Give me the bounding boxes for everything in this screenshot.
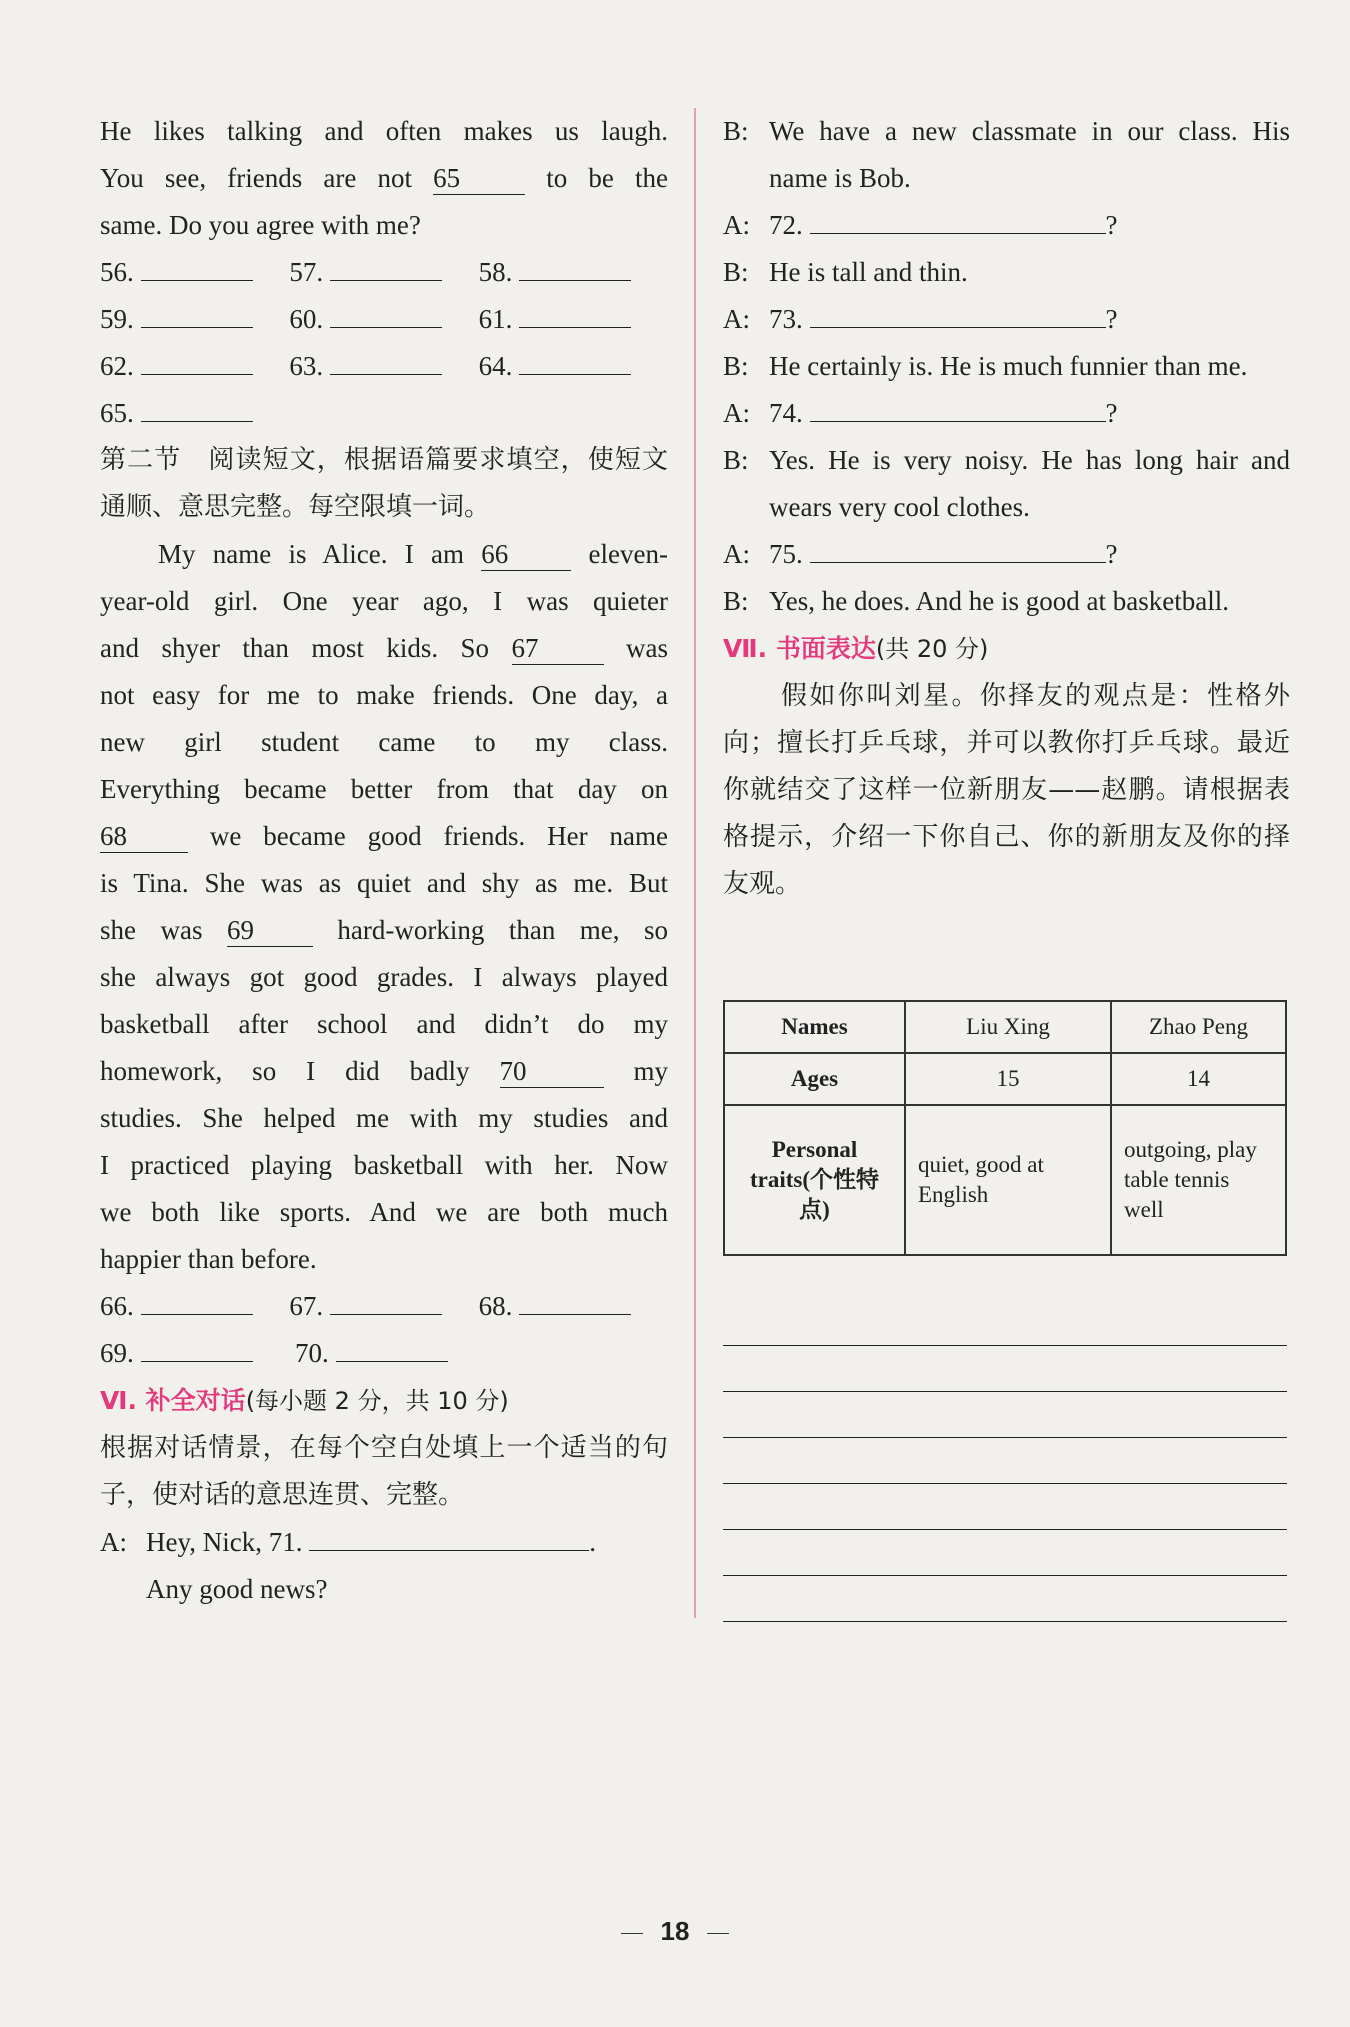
page-number: 18 xyxy=(660,1916,690,1946)
dialog-line: A: 75. ? xyxy=(723,531,1290,578)
dialog-line: A: 72. ? xyxy=(723,202,1290,249)
column-divider xyxy=(694,108,696,1618)
dialog-line: B: He is tall and thin. xyxy=(723,257,968,287)
blank-67[interactable]: 67 xyxy=(512,632,604,665)
answer-blank[interactable] xyxy=(519,344,631,375)
answer-blank[interactable] xyxy=(519,297,631,328)
dialog-line: B: Yes, he does. And he is good at basketball. xyxy=(723,586,1229,616)
section6-header: Ⅵ. 补全对话(每小题 2 分，共 10 分) xyxy=(100,1386,509,1415)
answer-blank[interactable] xyxy=(519,250,631,281)
dialog-line: A: 73. ? xyxy=(723,296,1290,343)
reading-passage: My name is Alice. I am 66 eleven- year-old girl. One year ago, I was quieter and shyer than most kids. So 67 was not easy for me to make friends. One day, a new girl student came to my class. Everything became better from that day on 68 we became good friends. Her name is Tina. She was as quiet and shy as me. But she was 69 hard-working than me, so she always got good grades. I always played basketball after school and didn’t do my homework, so I did badly 70 my studies. She helped me with my studies and I practiced playing basketball with her. Now we both like sports. And we are both much happier than before. xyxy=(100,539,669,1274)
answer-blank[interactable] xyxy=(330,297,442,328)
writing-line[interactable] xyxy=(723,1484,1287,1530)
blank-65[interactable]: 65 xyxy=(433,162,525,195)
writing-line[interactable] xyxy=(723,1530,1287,1576)
answer-blank[interactable] xyxy=(141,250,253,281)
section7-prompt: 假如你叫刘星。你择友的观点是：性格外向；擅长打乒乓球，并可以教你打乒乓球。最近你就结交了这样一位新朋友——赵鹏。请根据表格提示，介绍一下你自己、你的新朋友及你的择友观。 xyxy=(723,681,1290,899)
blank-73[interactable] xyxy=(810,297,1106,328)
answer-blank[interactable] xyxy=(519,1284,631,1315)
answer-blank[interactable] xyxy=(141,391,253,422)
blank-75[interactable] xyxy=(810,532,1106,563)
passage-line: You see, friends are not 65 to be the xyxy=(100,163,668,193)
answer-blank[interactable] xyxy=(141,1284,253,1315)
passage-line: same. Do you agree with me? xyxy=(100,210,421,240)
answer-blank[interactable] xyxy=(141,344,253,375)
dialog-line: B: He certainly is. He is much funnier than me. xyxy=(723,351,1248,381)
writing-line[interactable] xyxy=(723,1438,1287,1484)
right-column xyxy=(723,108,1290,908)
blank-74[interactable] xyxy=(810,391,1106,422)
answer-blank[interactable] xyxy=(330,344,442,375)
blank-72[interactable] xyxy=(810,203,1106,234)
writing-line[interactable] xyxy=(723,1346,1287,1392)
dialog-line: B: We have a new classmate in our class. His name is Bob. xyxy=(723,116,1290,193)
page-footer xyxy=(0,1916,1350,1947)
section2-title: 第二节 阅读短文，根据语篇要求填空，使短文通顺、意思完整。每空限填一词。 xyxy=(100,445,668,522)
blank-68[interactable]: 68 xyxy=(100,820,188,853)
table-row: Names Liu Xing Zhao Peng xyxy=(724,1001,1286,1053)
dialog-line-71: A: Hey, Nick, 71. . Any good news? xyxy=(100,1519,668,1613)
section7-header: Ⅶ. 书面表达(共 20 分) xyxy=(723,634,989,663)
table-row: Personal traits(个性特点) quiet, good at English outgoing, play table tennis well xyxy=(724,1105,1286,1255)
dialog-line: A: 74. ? xyxy=(723,390,1290,437)
answer-grid-56-65: 56. 57. 58. 59. 60. 61. 62. 63. 64. 65. xyxy=(100,249,668,437)
blank-71[interactable] xyxy=(309,1520,589,1551)
answer-blank[interactable] xyxy=(336,1331,448,1362)
answer-blank[interactable] xyxy=(330,250,442,281)
blank-66[interactable]: 66 xyxy=(481,538,571,571)
passage-line: He likes talking and often makes us laugh. xyxy=(100,116,668,146)
answer-blank[interactable] xyxy=(141,297,253,328)
blank-70[interactable]: 70 xyxy=(500,1055,604,1088)
answer-grid-66-70: 66. 67. 68. 69. 70. xyxy=(100,1283,668,1377)
answer-blank[interactable] xyxy=(141,1331,253,1362)
writing-line[interactable] xyxy=(723,1392,1287,1438)
section6-instructions: 根据对话情景，在每个空白处填上一个适当的句子，使对话的意思连贯、完整。 xyxy=(100,1433,668,1510)
left-column xyxy=(100,108,668,1613)
writing-line[interactable] xyxy=(723,1300,1287,1346)
writing-line[interactable] xyxy=(723,1576,1287,1622)
writing-area[interactable] xyxy=(723,1300,1287,1622)
info-table xyxy=(723,1000,1287,1256)
blank-69[interactable]: 69 xyxy=(227,914,313,947)
answer-blank[interactable] xyxy=(330,1284,442,1315)
dialog-line: B: Yes. He is very noisy. He has long hair and wears very cool clothes. xyxy=(723,445,1290,522)
table-row: Ages 15 14 xyxy=(724,1053,1286,1105)
